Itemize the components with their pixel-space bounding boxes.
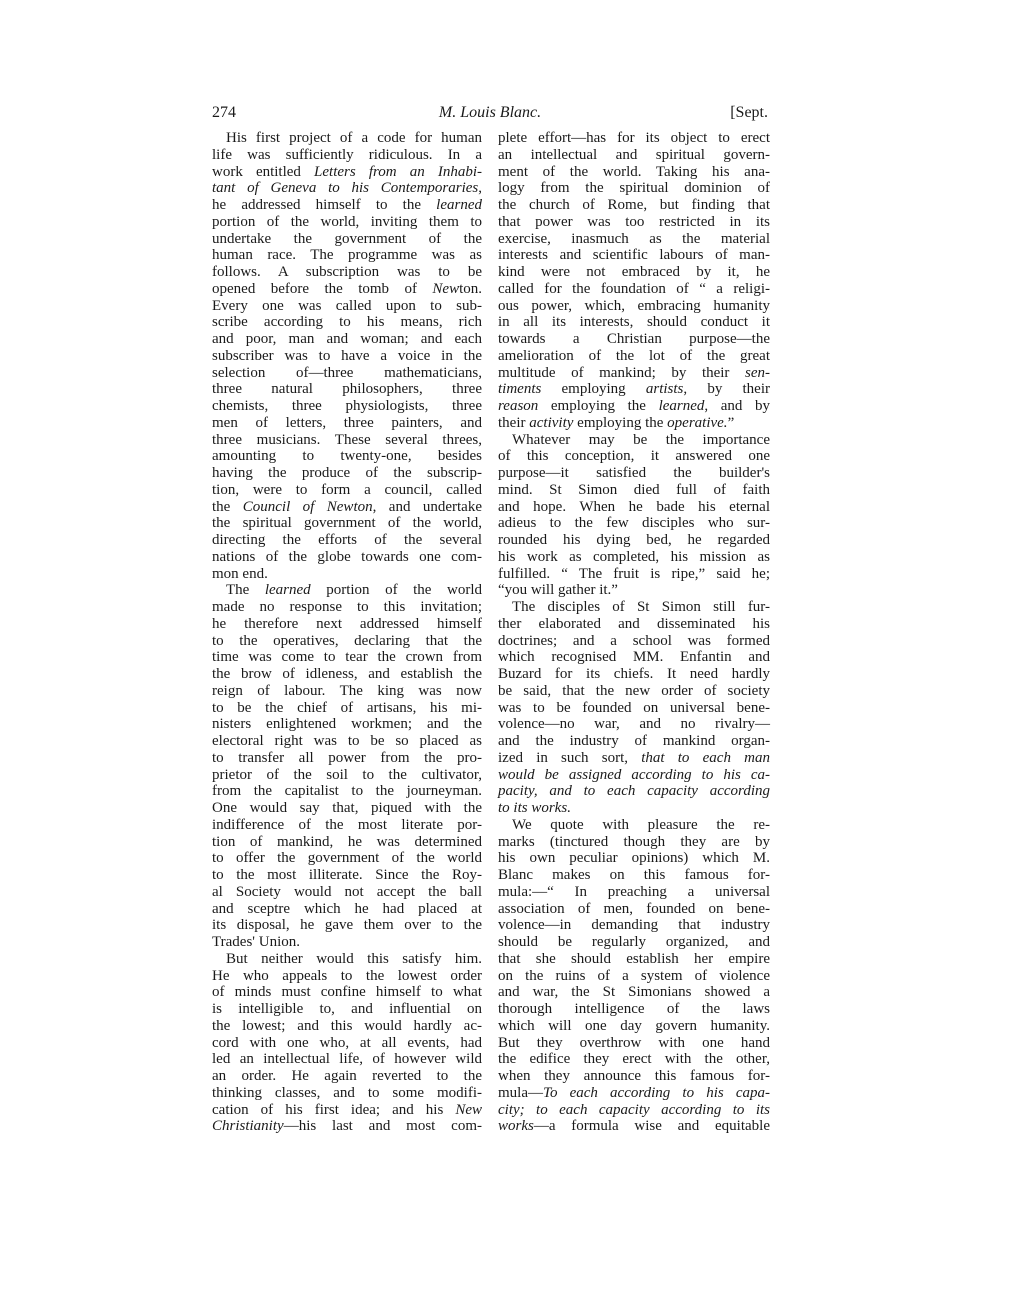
text-line: ment of the world. Taking his ana- <box>498 163 770 180</box>
text-line: multitude of mankind; by their sen- <box>498 364 770 381</box>
text-line: three musicians. These several threes, <box>212 431 482 448</box>
text-line: to be the chief of artisans, his mi- <box>212 699 482 716</box>
text-line: should be regularly organized, and <box>498 934 770 950</box>
text-line: on the ruins of a system of violence <box>498 967 770 984</box>
text-line: logy from the spiritual dominion of <box>498 180 770 197</box>
page-number: 274 <box>212 104 236 121</box>
right-column <box>498 130 770 1135</box>
text-line: called for the foundation of “ a religi- <box>498 280 770 297</box>
text-line: selection of—three mathematicians, <box>212 364 482 381</box>
text-line: the brow of idleness, and establish the <box>212 666 482 682</box>
text-line: city; to each capacity according to its <box>498 1101 770 1118</box>
running-header <box>212 104 768 128</box>
text-line: life was sufficiently ridiculous. In a <box>212 146 482 163</box>
text-line: mula:—“ In preaching a universal <box>498 883 770 900</box>
paragraph <box>498 130 770 432</box>
text-line: amelioration of the lot of the great <box>498 347 770 364</box>
text-line: rounded his dying bed, he regarded <box>498 532 770 548</box>
text-line: that power was too restricted in its <box>498 213 770 230</box>
text-line: thorough intelligence of the laws <box>498 1001 770 1017</box>
text-line: One would say that, piqued with the <box>212 800 482 816</box>
text-line: “you will gather it.” <box>498 582 618 599</box>
text-line: cord with one who, at all events, had <box>212 1034 482 1051</box>
text-line: from the capitalist to the journeyman. <box>212 783 482 800</box>
text-line: towards a Christian purpose—the <box>498 331 770 347</box>
text-line: work entitled Letters from an Inhabi- <box>212 163 482 180</box>
text-line: chemists, three physiologists, three <box>212 398 482 414</box>
paragraph <box>212 951 482 1135</box>
running-title: M. Louis Blanc. <box>438 104 542 121</box>
text-line: the edifice they erect with the other, <box>498 1051 770 1068</box>
text-line: adieus to the few disciples who sur- <box>498 515 770 532</box>
text-line: association of men, founded on bene- <box>498 900 770 917</box>
text-line: and poor, man and woman; and each <box>212 331 482 347</box>
text-line: ized in such sort, that to each man <box>498 749 770 766</box>
text-line: Blanc makes on this famous for- <box>498 867 770 883</box>
text-line: of this conception, it answered one <box>498 448 770 465</box>
text-line: and the industry of mankind organ- <box>498 733 770 749</box>
left-column <box>212 130 482 1135</box>
text-line: having the produce of the subscrip- <box>212 465 482 481</box>
text-line: timents employing artists, by their <box>498 381 770 398</box>
text-line: scribe according to his means, rich <box>212 314 482 331</box>
text-line: ther elaborated and disseminated his <box>498 615 770 632</box>
text-line: cation of his first idea; and his New <box>212 1101 482 1118</box>
text-line: to the most illiterate. Since the Roy- <box>212 867 482 883</box>
text-line: three natural philosophers, three <box>212 381 482 398</box>
text-line: would be assigned according to his ca- <box>498 766 770 783</box>
text-line: exercise, inasmuch as the material <box>498 230 770 247</box>
text-line: when they announce this famous for- <box>498 1068 770 1084</box>
text-line: be said, that the new order of society <box>498 682 770 699</box>
text-line: he addressed himself to the learned <box>212 197 482 213</box>
text-line: tant of Geneva to his Contemporaries, <box>212 180 482 197</box>
text-line: prietor of the soil to the cultivator, <box>212 766 482 783</box>
text-line: tion, were to form a council, called <box>212 481 482 498</box>
text-line: indifference of the most literate por- <box>212 816 482 833</box>
text-line: to offer the government of the world <box>212 850 482 867</box>
text-line: mind. St Simon died full of faith <box>498 481 770 498</box>
text-line: he therefore next addressed himself <box>212 615 482 632</box>
text-line: that she should establish her empire <box>498 950 770 967</box>
text-line: pacity, and to each capacity according <box>498 783 770 800</box>
text-line: his own peculiar opinions) which M. <box>498 850 770 867</box>
text-line: his work as completed, his mission as <box>498 548 770 565</box>
text-line: an intellectual and spiritual govern- <box>498 146 770 163</box>
text-line: But neither would this satisfy him. <box>226 950 482 967</box>
text-line: follows. A subscription was to be <box>212 264 482 280</box>
text-line: plete effort—has for its object to erect <box>498 130 770 146</box>
text-line: al Society would not accept the ball <box>212 883 482 900</box>
text-line: an order. He again reverted to the <box>212 1068 482 1084</box>
text-line: interests and scientific labours of man- <box>498 247 770 264</box>
text-line: of minds must confine himself to what <box>212 984 482 1001</box>
text-line: Every one was called upon to sub- <box>212 297 482 314</box>
text-line: to transfer all power from the pro- <box>212 749 482 766</box>
text-line: But they overthrow with one hand <box>498 1034 770 1051</box>
text-line: the Council of Newton, and undertake <box>212 498 482 515</box>
text-line: ous power, which, embracing humanity <box>498 297 770 314</box>
text-line: works—a formula wise and equitable <box>498 1118 770 1135</box>
text-line: to the operatives, declaring that the <box>212 632 482 649</box>
text-line: men of letters, three painters, and <box>212 414 482 431</box>
text-line: amounting to twenty-one, besides <box>212 448 482 465</box>
text-line: electoral right was to be so placed as <box>212 733 482 749</box>
text-line: nisters enlightened workmen; and the <box>212 716 482 733</box>
text-line: is intelligible to, and influential on <box>212 1001 482 1017</box>
paragraph <box>498 599 770 817</box>
text-line: the spiritual government of the world, <box>212 515 482 532</box>
text-line: to its works. <box>498 800 571 816</box>
text-line: the church of Rome, but finding that <box>498 197 770 213</box>
text-line: led an intellectual life, of however wild <box>212 1051 482 1068</box>
text-line: was to be founded on universal bene- <box>498 699 770 716</box>
text-line: reason employing the learned, and by <box>498 398 770 414</box>
text-line: in all its interests, should conduct it <box>498 314 770 331</box>
text-line: Trades' Union. <box>212 934 300 950</box>
text-line: nations of the globe towards one com- <box>212 548 482 565</box>
text-line: volence—no war, and no rivalry— <box>498 716 770 733</box>
text-line: tion of mankind, he was determined <box>212 833 482 850</box>
text-line: and war, the St Simonians showed a <box>498 984 770 1001</box>
text-line: directing the efforts of the several <box>212 532 482 548</box>
text-line: opened before the tomb of Newton. <box>212 280 482 297</box>
text-line: undertake the government of the <box>212 230 482 247</box>
text-line: fulfilled. “ The fruit is ripe,” said he; <box>498 565 770 582</box>
text-line: Buzard for its chiefs. It need hardly <box>498 666 770 682</box>
text-line: His first project of a code for human <box>226 130 482 146</box>
text-line: doctrines; and a school was formed <box>498 632 770 649</box>
text-line: its disposal, he gave them over to the <box>212 917 482 934</box>
text-line: Whatever may be the importance <box>512 431 770 448</box>
paragraph <box>498 817 770 1135</box>
text-line: thinking classes, and to some modifi- <box>212 1084 482 1101</box>
text-line: volence—in demanding that industry <box>498 917 770 934</box>
text-line: which recognised MM. Enfantin and <box>498 649 770 666</box>
text-line: their activity employing the operative.” <box>498 414 735 431</box>
paragraph <box>498 432 770 600</box>
running-month: [Sept. <box>730 104 768 121</box>
text-line: portion of the world, inviting them to <box>212 213 482 230</box>
text-line: He who appeals to the lowest order <box>212 967 482 984</box>
text-line: and sceptre which he had placed at <box>212 900 482 917</box>
paragraph <box>212 130 482 582</box>
text-line: and hope. When he bade his eternal <box>498 498 770 515</box>
paragraph <box>212 582 482 951</box>
text-line: mon end. <box>212 565 268 582</box>
text-line: We quote with pleasure the re- <box>512 816 770 833</box>
text-line: human race. The programme was as <box>212 247 482 264</box>
text-line: reign of labour. The king was now <box>212 682 482 699</box>
text-line: The disciples of St Simon still fur- <box>512 599 770 615</box>
text-line: mula—To each according to his capa- <box>498 1084 770 1101</box>
text-line: made no response to this invitation; <box>212 599 482 615</box>
text-line: the lowest; and this would hardly ac- <box>212 1017 482 1034</box>
text-line: purpose—it satisfied the builder's <box>498 465 770 481</box>
text-line: kind were not embraced by it, he <box>498 264 770 280</box>
text-line: Christianity—his last and most com- <box>212 1118 482 1135</box>
text-line: subscriber was to have a voice in the <box>212 347 482 364</box>
text-line: which will one day govern humanity. <box>498 1017 770 1034</box>
text-line: time was come to tear the crown from <box>212 649 482 666</box>
text-line: marks (tinctured though they are by <box>498 833 770 850</box>
text-line: The learned portion of the world <box>226 582 482 599</box>
